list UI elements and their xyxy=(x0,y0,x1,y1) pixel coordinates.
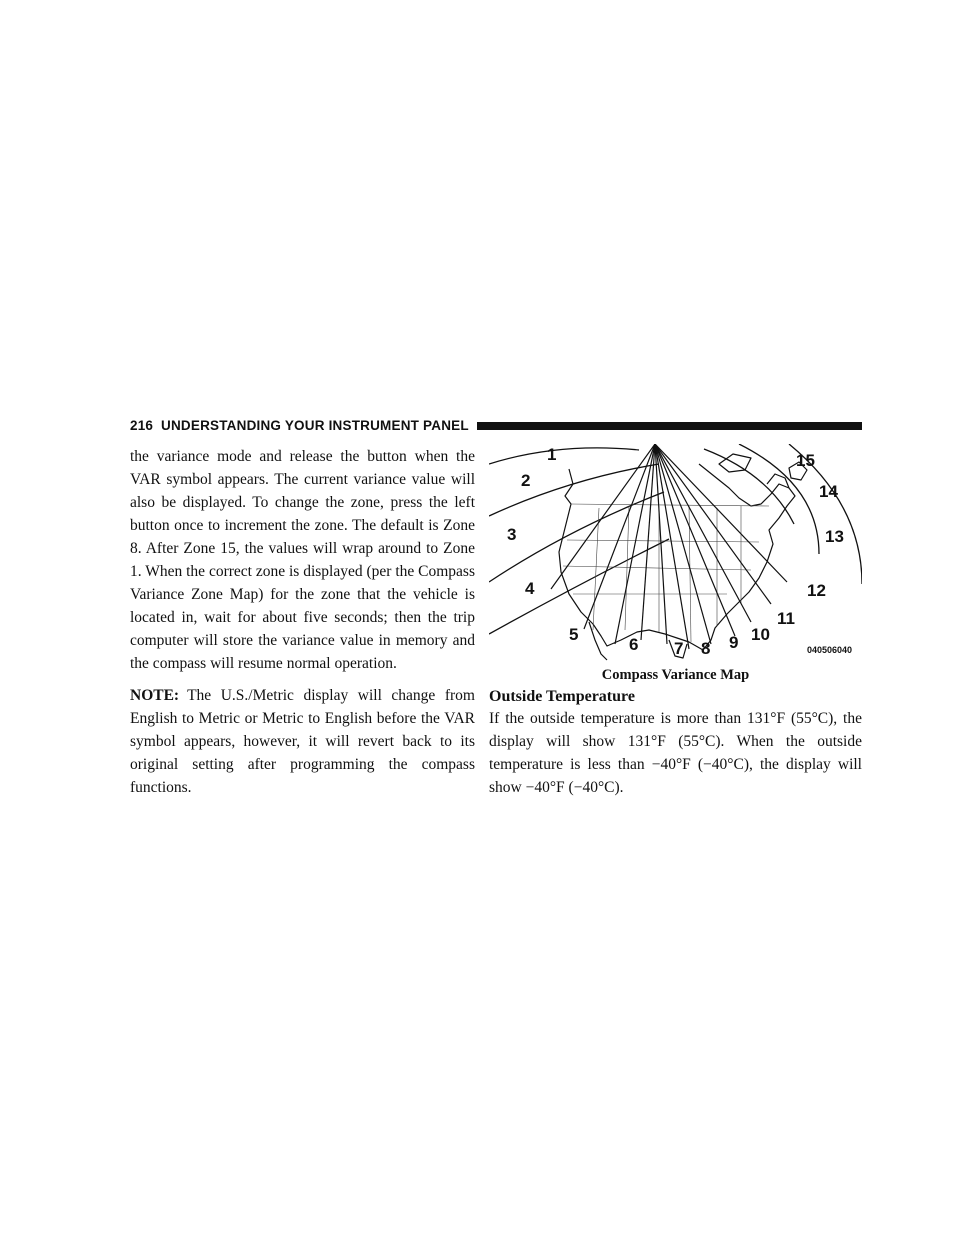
map-illustration xyxy=(489,444,862,664)
zone-label-6: 6 xyxy=(629,635,639,654)
zone-label-4: 4 xyxy=(525,579,535,598)
note-paragraph xyxy=(130,684,475,799)
variance-paragraph: the variance mode and release the button when the VAR symbol appears. The current variance value will also be displayed. To change the zone, press the left button once to increment the zone. The default is Zone 8. After Zone 15, the values will wrap around to Zone 1. When the correct zone is displayed (per the Compass Variance Zone Map) for the zone that the vehicle is located in, wait for about five seconds; then the trip computer will store the variance value in memory and the compass will resume normal operation. xyxy=(130,448,475,672)
compass-variance-map xyxy=(489,444,862,664)
zone-label-10: 10 xyxy=(751,625,770,644)
header-rule xyxy=(430,422,862,430)
zone-label-1: 1 xyxy=(547,445,557,464)
figure-caption: Compass Variance Map xyxy=(601,667,750,683)
zone-label-13: 13 xyxy=(825,527,844,546)
zone-label-11: 11 xyxy=(777,609,795,628)
header-text xyxy=(130,418,477,434)
zone-label-2: 2 xyxy=(521,471,531,490)
zone-label-8: 8 xyxy=(701,639,711,658)
page-header xyxy=(130,418,862,434)
section-title: UNDERSTANDING YOUR INSTRUMENT PANEL xyxy=(161,418,469,433)
zone-label-14: 14 xyxy=(819,482,838,501)
note-label: NOTE: xyxy=(130,687,180,704)
zone-label-9: 9 xyxy=(729,633,739,652)
page-number: 216 xyxy=(130,418,154,433)
image-code: 040506040 xyxy=(807,645,853,655)
zone-label-7: 7 xyxy=(674,639,684,658)
zone-label-15: 15 xyxy=(796,451,815,470)
left-column xyxy=(130,445,475,808)
outside-temperature-body xyxy=(489,707,862,799)
outside-temperature-heading: Outside Temperature xyxy=(489,688,635,705)
note-text: The U.S./Metric display will change from English to Metric or Metric to English before the VAR symbol appears, however, it will revert back to its original setting after programming the compass functions. xyxy=(130,687,475,796)
outside-temperature-paragraph: If the outside temperature is more than 131°F (55°C), the display will show 131°F (55°C). When the outside temperature is less than −40°F (−40°C), the display will show −40°F (−40°C). xyxy=(489,710,862,796)
zone-label-5: 5 xyxy=(569,625,579,644)
zone-label-12: 12 xyxy=(807,581,826,600)
zone-label-3: 3 xyxy=(507,525,517,544)
